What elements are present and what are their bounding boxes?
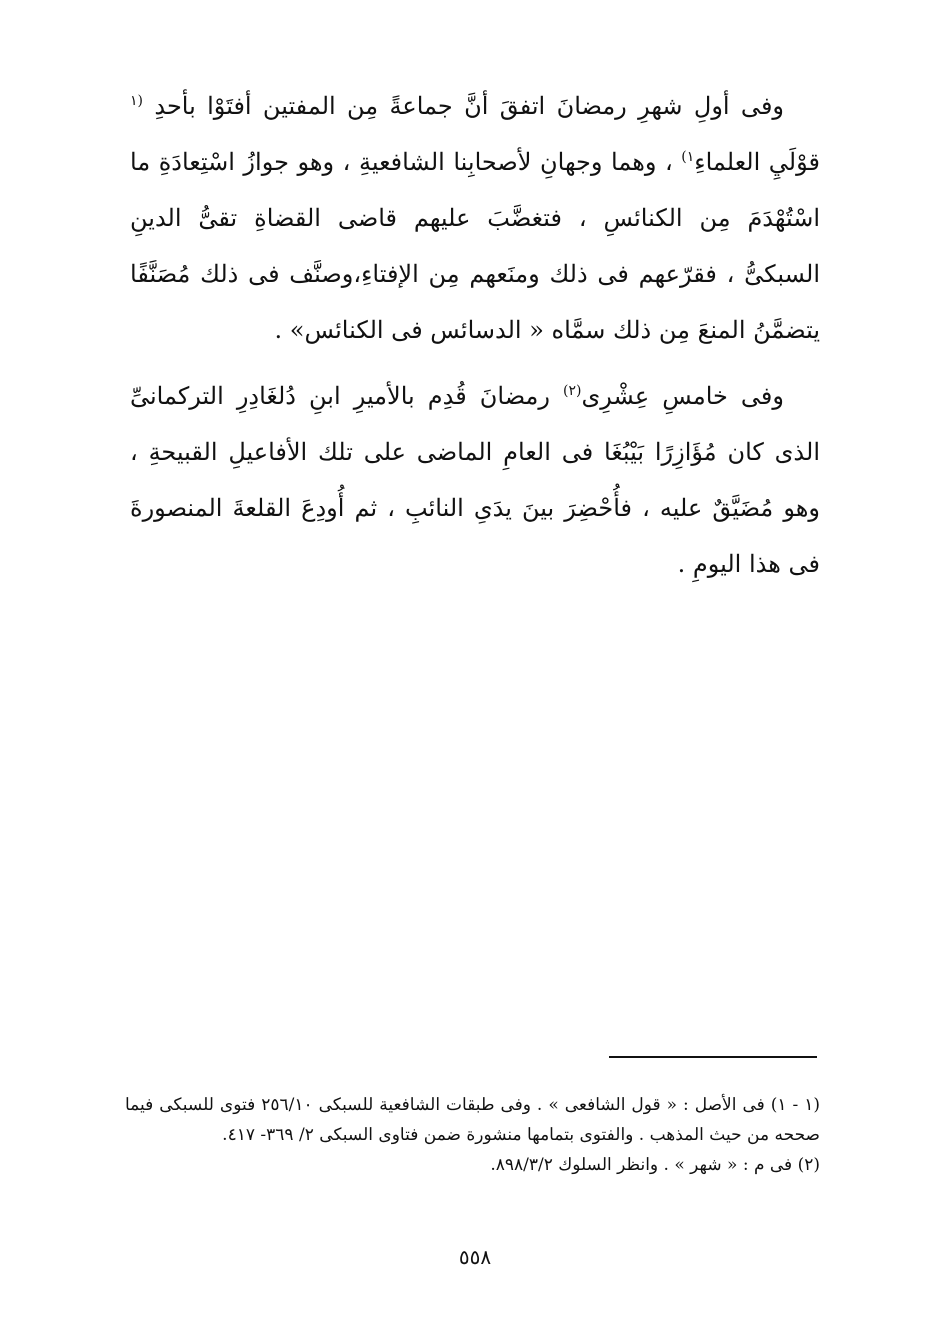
footnote-separator [609,1056,817,1058]
paragraph-2 [130,368,820,592]
paragraph-1-text-c: ، وهما وجهانِ لأصحابِنا الشافعيةِ ، وهو جوازُ اسْتِعادَةِ ما اسْتُهْدَمَ مِن الكنائسِ ، فتغضَّبَ عليهم قاضى القضاةِ تقىُّ الدينِ السبكىُّ ، فقرّعهم فى ذلك ومنَعهم مِن الإفتاءِ،وصنَّف فى ذلك مُصَنَّفًا يتضمَّنُ المنعَ مِن ذلك سمَّاه « الدسائس فى الكنائس» . [130,148,820,344]
footnote-marker-open: (١ [130,93,143,109]
footnote-2: (٢) فى م : « شهر » . وانظر السلوك ٨٩٨/٣/٢. [490,1155,820,1175]
paragraph-1-text-a: وفى أولِ شهرِ رمضانَ اتفقَ أنَّ جماعةً مِن المفتين أفتَوْا بأحدِ [143,92,785,120]
footnote-marker-2: (٢) [563,383,582,399]
paragraph-2-text-b: رمضانَ قُدِم بالأميرِ ابنِ دُلغَادِرِ التركمانىِّ الذى كان مُؤَازِرًا بَيْبُغَا فى العامِ الماضى على تلك الأفاعيلِ القبيحةِ ، وهو مُضَيَّقٌ عليه ، فأُحْضِرَ بينَ يدَىِ النائبِ ، ثم أُودِعَ القلعةَ المنصورةَ فى هذا اليومِ . [130,382,820,578]
paragraph-2-text-a: وفى خامسِ عِشْرِى [581,382,784,410]
footnote-marker-close: ١) [681,149,695,165]
footnote-1: (١ - ١) فى الأصل : « قول الشافعى » . وفى طبقات الشافعية للسبكى ٢٥٦/١٠ فتوى للسبكى فيما صححه من حيث المذهب . والفتوى بتمامها منشورة ضمن فتاوى السبكى ٢/ ٣٦٩- ٤١٧. [125,1095,820,1145]
paragraph-1 [130,78,820,358]
paragraph-1-text-b: قوْلَيِ العلماءِ [694,148,820,176]
page-number: ٥٥٨ [458,1245,492,1269]
main-text [130,78,820,602]
footnotes [125,1090,820,1180]
